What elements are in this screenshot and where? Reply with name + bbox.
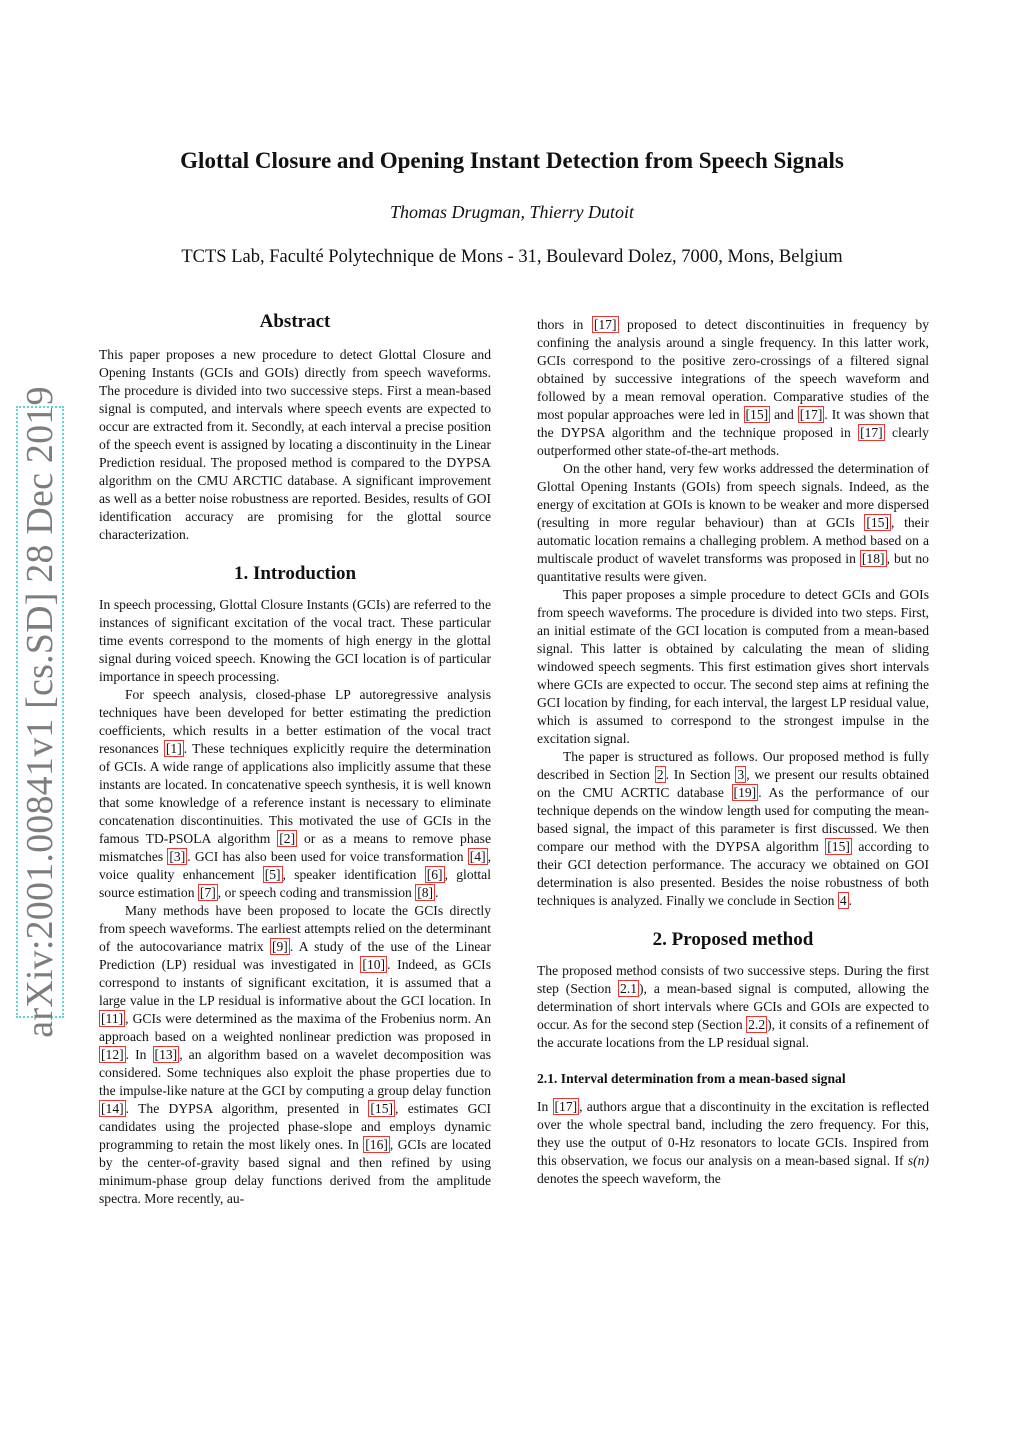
- citation-link[interactable]: [12]: [101, 1047, 124, 1062]
- citation-link[interactable]: [15]: [745, 407, 769, 422]
- right-paragraph-3: This paper proposes a simple procedure to detect GCIs and GOIs from speech waveforms. The procedure is divided into two steps. First, an initial estimate of the GCI location is computed from a mean-based signal. This latter is obtained by calculating the mean of sliding windowed speech segments. This first estimation gives short intervals where GCIs are expected to occur. The second step aims at refining the GCI location by finding, for each interval, the largest LP residual value, which is assumed to correspond to the strongest impulse in the excitation signal.: [537, 587, 929, 746]
- right-paragraph-4: The paper is structured as follows. Our proposed method is fully described in Section 2 . In Section 3 , we present our results obtained on the CMU ACRTIC database [19] . As the performance of our technique depends on the window length used for computing the mean-based signal, the impact of this parameter is first discussed. We then compare our method with the DYPSA algorithm [15] according to their GCI detection performance. The accuracy we obtained on GOI determination is also presented. Besides the noise robustness of both techniques is analyzed. Finally we conclude in Section 4 .: [537, 749, 929, 908]
- citation-link[interactable]: [19]: [733, 785, 757, 800]
- subsection-2-1-heading: 2.1. Interval determination from a mean-based signal: [537, 1071, 846, 1086]
- section-link[interactable]: 2.1: [620, 981, 638, 996]
- citation-link[interactable]: [16]: [365, 1137, 388, 1152]
- proposed-method-heading: 2. Proposed method: [652, 929, 814, 950]
- abstract-heading: Abstract: [259, 311, 331, 332]
- citation-link[interactable]: [9]: [271, 939, 288, 954]
- citation-link[interactable]: [17]: [593, 317, 617, 332]
- arxiv-identifier[interactable]: arXiv:2001.00841v1 [cs.SD] 28 Dec 2019: [19, 386, 61, 1038]
- right-paragraph-2: On the other hand, very few works addressed the determination of Glottal Opening Instants (GOIs) from speech signals. Indeed, as the energy of excitation at GOIs is known to be weaker and more dispersed (resulting in more regular behaviour) than at GCIs [15] , their automatic location remains a challeging problem. A method based on a multiscale product of wavelet transforms was proposed in [18] , but no quantitative results were given.: [537, 461, 929, 584]
- citation-link[interactable]: [14]: [101, 1101, 124, 1116]
- paper-affiliation: TCTS Lab, Faculté Polytechnique de Mons - 31, Boulevard Dolez, 7000, Mons, Belgium: [181, 247, 843, 267]
- paper-title: Glottal Closure and Opening Instant Detection from Speech Signals: [180, 148, 844, 173]
- citation-link[interactable]: [17]: [860, 425, 883, 440]
- section-link[interactable]: 2: [656, 767, 664, 782]
- citation-link[interactable]: [5]: [264, 867, 281, 882]
- citation-link[interactable]: [17]: [799, 407, 823, 422]
- right-column: [537, 316, 929, 1188]
- paper-authors: Thomas Drugman, Thierry Dutoit: [389, 202, 635, 222]
- right-paragraph-1: thors in [17] proposed to detect discontinuities in frequency by confining the analysis around a single frequency. In this latter work, GCIs correspond to the positive zero-crossings of a filtered signal obtained by successive integrations of the speech waveform and followed by a mean removal operation. Comparative studies of the most popular approaches were led in [15] and [17] . It was shown that the DYPSA algorithm and the technique proposed in [17] clearly outperformed other state-of-the-art methods.: [537, 317, 929, 458]
- citation-link[interactable]: [6]: [426, 867, 443, 882]
- citation-link[interactable]: [1]: [165, 741, 182, 756]
- citation-link[interactable]: [7]: [199, 885, 216, 900]
- citation-link[interactable]: [4]: [469, 849, 486, 864]
- left-column: [99, 310, 491, 1208]
- citation-link[interactable]: [15]: [370, 1101, 394, 1116]
- introduction-heading: 1. Introduction: [233, 563, 357, 584]
- abstract-text: This paper proposes a new procedure to detect Glottal Closure and Opening Instants (GCIs and GOIs) directly from speech waveforms. The procedure is divided into two successive steps. First a mean-based signal is computed, and intervals where speech events are expected to occur are extracted from it. Secondly, at each interval a precise position of the speech event is assigned by locating a discontinuity in the Linear Prediction residual. The proposed method is compared to the DYPSA algorithm on the CMU ARCTIC database. A significant improvement as well as a better noise robustness are reported. Besides, results of GOI identification accuracy are promising for the glottal source characterization.: [99, 347, 491, 542]
- math-symbol: s(n): [907, 1153, 929, 1168]
- citation-link[interactable]: [13]: [154, 1047, 178, 1062]
- section-link[interactable]: 4: [839, 893, 847, 908]
- intro-paragraph-1: In speech processing, Glottal Closure Instants (GCIs) are referred to the instances of significant excitation of the vocal tract. These particular time events correspond to the moments of high energy in the glottal signal during voiced speech. Knowing the GCI location is of particular importance in speech processing.: [99, 597, 491, 684]
- citation-link[interactable]: [3]: [169, 849, 186, 864]
- section-link[interactable]: 3: [737, 767, 745, 782]
- citation-link[interactable]: [15]: [827, 839, 850, 854]
- citation-link[interactable]: [2]: [279, 831, 296, 846]
- citation-link[interactable]: [10]: [362, 957, 386, 972]
- citation-link[interactable]: [15]: [866, 515, 889, 530]
- intro-paragraph-2: For speech analysis, closed-phase LP autoregressive analysis techniques have been developed for better estimating the prediction coefficients, which results in a better estimation of the vocal tract resonances [1] . These techniques explicitly require the determination of GCIs. A wide range of applications also implicitly assume that these instants are located. In concatenative speech synthesis, it is well known that some knowledge of a reference instant is necessary to eliminate concatenation discontinuities. This motivated the use of GCIs in the famous TD-PSOLA algorithm [2] or as a means to remove phase mismatches [3] . GCI has also been used for voice transformation [4] , voice quality enhancement [5] , speaker identification [6] , glottal source estimation [7] , or speech coding and transmission [8] .: [99, 687, 492, 900]
- subsection-2-1-paragraph: In [17] , authors argue that a discontinuity in the excitation is reflected over the whole spectral band, including the zero frequency. For this, they use the output of 0-Hz resonators to locate GCIs. Inspired from this observation, we focus our analysis on a mean-based signal. If s(n) denotes the speech waveform, the: [537, 1099, 929, 1186]
- citation-link[interactable]: [18]: [861, 551, 885, 566]
- citation-link[interactable]: [17]: [554, 1099, 578, 1114]
- method-paragraph-1: The proposed method consists of two successive steps. During the first step (Section 2.1 ), a mean-based signal is computed, allowing the determination of short intervals where GCIs and GOIs are expected to occur. As for the second step (Section 2.2 ), it consits of a refinement of the accurate locations from the LP residual signal.: [537, 963, 929, 1050]
- intro-paragraph-3: Many methods have been proposed to locate the GCIs directly from speech waveforms. The earliest attempts relied on the determinant of the autocovariance matrix [9] . A study of the use of the Linear Prediction (LP) residual was investigated in [10] . Indeed, as GCIs correspond to instants of significant excitation, it is assumed that a large value in the LP residual is informative about the GCI location. In [11] , GCIs were determined as the maxima of the Frobenius norm. An approach based on a weighted nonlinear prediction was proposed in [12] . In [13] , an algorithm based on a wavelet decomposition was considered. Some techniques also exploit the phase properties due to the impulse-like nature at the GCI by computing a group delay function [14] . The DYPSA algorithm, presented in [15] , estimates GCI candidates using the projected phase-slope and employs dynamic programming to retain the most likely ones. In [16] , GCIs are located by the center-of-gravity based signal and then refined by using minimum-phase group delay functions derived from the amplitude spectra. More recently, au-: [99, 903, 492, 1206]
- citation-link[interactable]: [11]: [101, 1011, 124, 1026]
- citation-link[interactable]: [8]: [417, 885, 434, 900]
- section-link[interactable]: 2.2: [748, 1017, 766, 1032]
